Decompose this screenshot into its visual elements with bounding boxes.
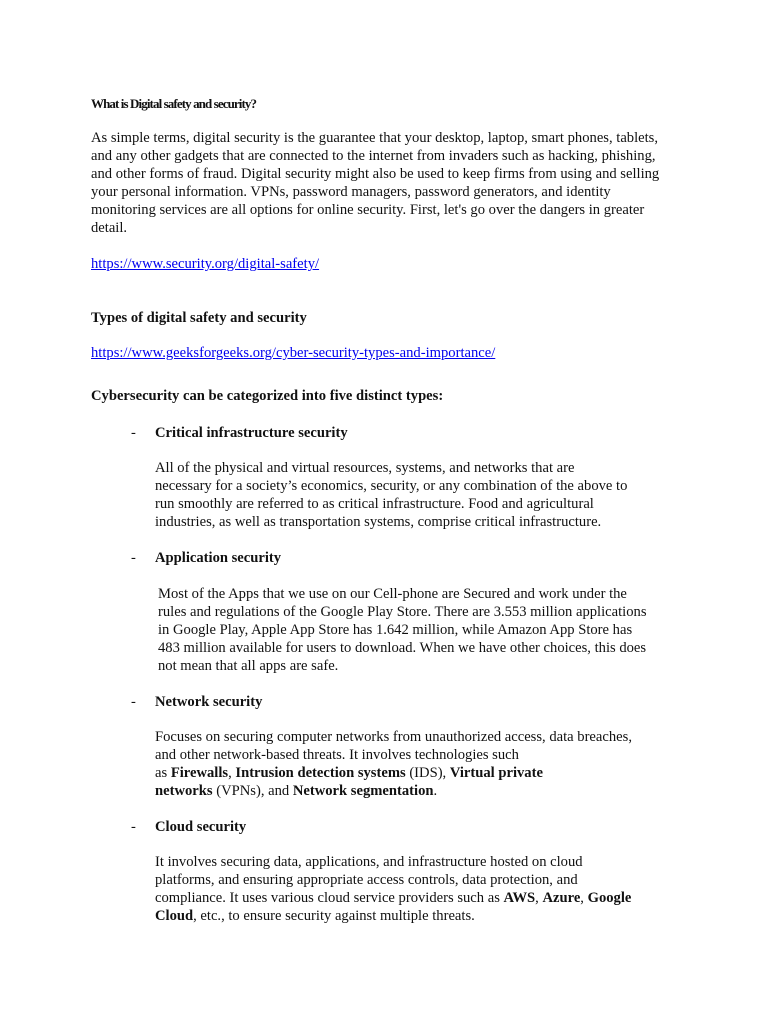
- bullet-marker: -: [131, 425, 136, 441]
- paragraph-line: run smoothly are referred to as critical infrastructure. Food and agricultural: [155, 496, 594, 512]
- document-title: What is Digital safety and security?: [91, 96, 257, 111]
- paragraph-line: rules and regulations of the Google Play Store. There are 3.553 million applications: [158, 604, 647, 620]
- vpn-term: Virtual private: [449, 765, 543, 781]
- critical-infrastructure-heading: Critical infrastructure security: [155, 425, 348, 441]
- bullet-marker: -: [131, 550, 136, 566]
- network-security-heading: Network security: [155, 694, 263, 710]
- application-security-paragraph: [158, 585, 676, 675]
- geeksforgeeks-link[interactable]: https://www.geeksforgeeks.org/cyber-security-types-and-importance/: [91, 345, 496, 361]
- paragraph-line: in Google Play, Apple App Store has 1.642 million, while Amazon App Store has: [158, 622, 633, 638]
- network-security-paragraph: [155, 728, 632, 800]
- paragraph-line: industries, as well as transportation systems, comprise critical infrastructure.: [155, 514, 602, 530]
- ids-term: Intrusion detection systems: [235, 765, 406, 781]
- firewalls-term: Firewalls: [170, 765, 229, 781]
- google-term: Google: [587, 890, 632, 906]
- paragraph-line: platforms, and ensuring appropriate access controls, data protection, and: [155, 872, 578, 888]
- security-org-link[interactable]: https://www.security.org/digital-safety/: [91, 256, 320, 272]
- intro-line: and other forms of fraud. Digital security might also be used to keep firms from using and selling: [91, 166, 660, 182]
- paragraph-line: not mean that all apps are safe.: [158, 658, 339, 674]
- bullet-marker: -: [131, 694, 136, 710]
- google-cloud-term-cont: Cloud: [155, 908, 194, 924]
- segmentation-term: Network segmentation: [292, 783, 434, 799]
- application-security-heading: Application security: [155, 550, 282, 566]
- critical-infrastructure-paragraph: [155, 459, 627, 531]
- aws-term: AWS: [503, 890, 536, 906]
- intro-line: your personal information. VPNs, password managers, password generators, and identity: [91, 184, 611, 200]
- cloud-security-paragraph: [155, 853, 631, 925]
- paragraph-line: as Firewalls, Intrusion detection systems (IDS), Virtual private: [155, 765, 543, 781]
- vpn-term-cont: networks: [155, 783, 213, 799]
- categories-heading: Cybersecurity can be categorized into five distinct types:: [91, 388, 444, 404]
- paragraph-line: 483 million available for users to download. When we have other choices, this does: [158, 640, 647, 656]
- intro-line: and any other gadgets that are connected to the internet from invaders such as hacking, phishing,: [91, 148, 656, 164]
- paragraph-line: It involves securing data, applications, and infrastructure hosted on cloud: [155, 854, 583, 870]
- cloud-security-heading: Cloud security: [155, 819, 247, 835]
- paragraph-line: All of the physical and virtual resources, systems, and networks that are: [155, 460, 575, 476]
- intro-line: detail.: [91, 220, 128, 236]
- paragraph-line: Focuses on securing computer networks from unauthorized access, data breaches,: [155, 729, 632, 745]
- paragraph-line: Most of the Apps that we use on our Cell-phone are Secured and work under the: [158, 586, 627, 602]
- azure-term: Azure: [542, 890, 581, 906]
- paragraph-line: Cloud, etc., to ensure security against multiple threats.: [155, 908, 475, 924]
- intro-line: As simple terms, digital security is the guarantee that your desktop, laptop, smart phones, tablets,: [91, 130, 659, 146]
- types-heading: Types of digital safety and security: [91, 310, 307, 326]
- intro-line: monitoring services are all options for online security. First, let's go over the dangers in greater: [91, 202, 645, 218]
- paragraph-line: networks (VPNs), and Network segmentation.: [155, 783, 438, 799]
- intro-paragraph: [91, 129, 691, 237]
- bullet-marker: -: [131, 819, 136, 835]
- paragraph-line: and other network-based threats. It involves technologies such: [155, 747, 519, 763]
- paragraph-line: compliance. It uses various cloud service providers such as AWS, Azure, Google: [155, 890, 632, 906]
- paragraph-line: necessary for a society’s economics, security, or any combination of the above to: [155, 478, 628, 494]
